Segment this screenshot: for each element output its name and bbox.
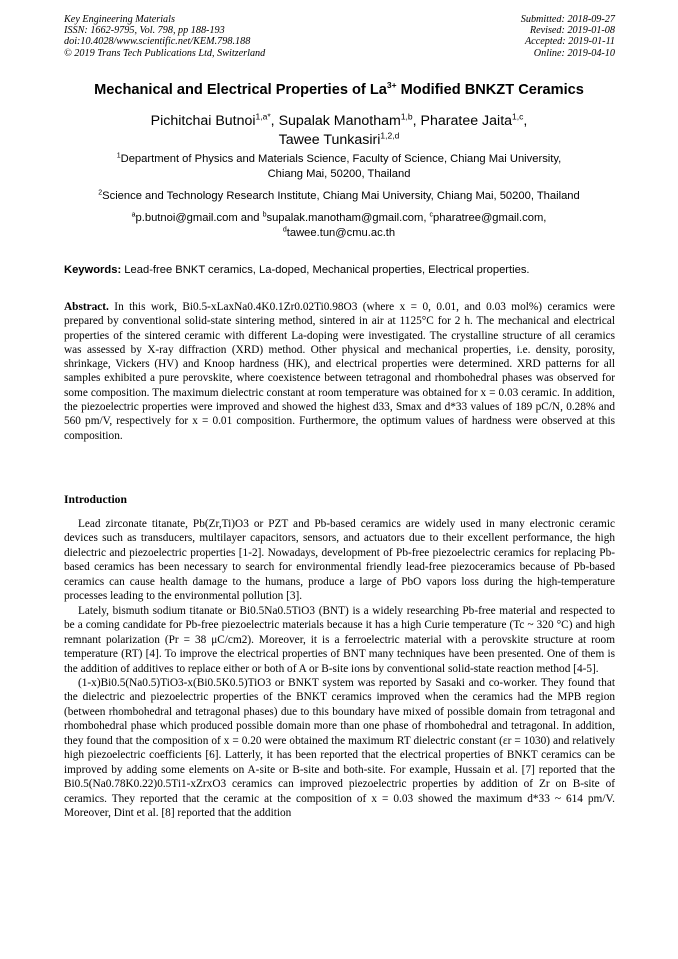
introduction-body: [64, 517, 615, 821]
keywords-text: Lead-free BNKT ceramics, La-doped, Mechanical properties, Electrical properties.: [121, 264, 530, 276]
author-affiliation-mark: 1,a*: [255, 111, 271, 122]
email-mark: d: [282, 225, 287, 233]
journal-doi: doi:10.4028/www.scientific.net/KEM.798.188: [64, 36, 251, 48]
abstract: [64, 300, 615, 443]
email-link[interactable]: pharatree@gmail.com,: [433, 212, 547, 224]
journal-copyright: © 2019 Trans Tech Publications Ltd, Switzerland: [64, 47, 266, 59]
abstract-label: Abstract.: [64, 301, 109, 313]
author-name: Supalak Manotham: [278, 113, 401, 129]
affiliation-text: Department of Physics and Materials Science, Faculty of Science, Chiang Mai University,: [120, 153, 562, 165]
publication-dates: [521, 14, 615, 59]
journal-info: [64, 14, 265, 59]
paper-title: [40, 82, 638, 98]
keywords: [64, 264, 624, 276]
section-heading: Introduction: [64, 493, 127, 506]
affiliation-1: [60, 152, 618, 181]
author-affiliation-mark: 1,2,d: [380, 129, 400, 140]
date-revised: Revised: 2019-01-08: [529, 25, 615, 37]
email-link[interactable]: supalak.manotham@gmail.com,: [266, 212, 427, 224]
abstract-text: In this work, Bi0.5-xLaxNa0.4K0.1Zr0.02Ti0.98O3 (where x = 0, 0.01, and 0.03 mol%) ceramics were prepared by conventional solid-state sintering method, sintered in air at 1125°C for 2 h. The mechanical and electrical properties of the sintered ceramic with different La-doping were investigated. The crystalline structure of all ceramics was assessed by X-ray diffraction (XRD) method. Other physical and mechanical properties, i.e. density, porosity, shrinkage, Vickers (HV) and Knoop hardness (HK), and electrical properties were determined. XRD patterns for all samples exhibited a pure perovskite, where coexistence between tetragonal and rhombohedral phases was observed for some composition. The maximum dielectric constant at room temperature was obtained for x = 0.03 ceramic. In addition, the piezoelectric properties were improved and showed the highest d33, Smax and d*33 values of 189 pC/N, 0.28% and 560 pm/V, respectively for x = 0.01 composition. Furthermore, the optimum values of hardness were observed at this composition.: [64, 301, 615, 442]
author-name: Pharatee Jaita: [420, 113, 513, 129]
title-text: Mechanical and Electrical Properties of La: [94, 82, 387, 98]
paragraph: Lead zirconate titanate, Pb(Zr,Ti)O3 or PZT and Pb-based ceramics are widely used in many electronic ceramic devices such as transducers, multilayer capacitors, sensors, and actuators due to their excellent performance, the high dielectric and piezoelectric properties [1-2]. Nowadays, development of Pb-free piezoelectric ceramics for replacing Pb-based ceramics has been necessary to search for environmental friendly lead-free piezoceramics because of Pb-based ceramics can cause health damage to the humans, produce a large of PbO vapors loss during the high-temperature processes leading to the environmental pollution [3].: [64, 518, 615, 603]
date-submitted: Submitted: 2018-09-27: [520, 14, 615, 25]
author-emails: [60, 211, 618, 240]
journal-name: Key Engineering Materials: [64, 14, 175, 25]
author-affiliation-mark: 1,b: [400, 111, 413, 122]
paragraph: (1-x)Bi0.5(Na0.5)TiO3-x(Bi0.5K0.5)TiO3 or BNKT system was reported by Sasaki and co-worker. They found that the dielectric and piezoelectric properties of the BNKT ceramics improved when the ceramics had the MPB region (between rhombohedral and tetragonal phases) due to this boundary have mixed of possible domain from tetragonal and rhombohedral phase which produced possible domain more than one phase of rhombohedral and tetragonal. In addition, they found that the composition of x = 0.20 were obtained the maximum RT dielectric constant (εr = 1030) and relatively high piezoelectric coefficients [6]. Latterly, it has been reported that the electrical properties of BNKT ceramics can be improved by adding some elements on A-site or B-site and both-site. For example, Hussain et al. [7] reported that the Bi0.5(Na0.78K0.22)0.5Ti1-xZrxO3 ceramics can improved piezoelectric properties by addition of Zr on B-site of ceramics. They reported that the ceramic at the composition of x = 0.03 showed the maximum d*33 ~ 614 pm/V. Moreover, Dint et al. [8] reported that the addition: [64, 676, 615, 820]
keywords-label: Keywords:: [64, 264, 122, 276]
email-mark: c: [429, 211, 434, 219]
title-text-end: Modified BNKZT Ceramics: [396, 82, 584, 98]
email-mark: b: [262, 211, 267, 219]
email-link[interactable]: p.butnoi@gmail.com: [135, 212, 238, 224]
paragraph: Lately, bismuth sodium titanate or Bi0.5Na0.5TiO3 (BNT) is a widely researching Pb-free material and respected to be a coming candidate for Pb-free piezoelectric materials because it has a high Curie temperature (Tc ~ 320 °C) and high remnant polarization (Pr = 38 μC/cm2). Moreover, it is a ferroelectric material with a perovskite structure at room temperature (RT) [4]. To improve the electrical properties of BNT many techniques have been presented. One of them is the addition of additives to replace either or both of A or B-site ions by conventional solid-state reaction method [4-5].: [64, 604, 615, 675]
title-superscript: 3+: [386, 80, 397, 91]
author-affiliation-mark: 1,c: [512, 111, 524, 122]
email-link[interactable]: tawee.tun@cmu.ac.th: [286, 226, 396, 239]
affiliation-text: Chiang Mai, 50200, Thailand: [267, 167, 411, 180]
email-mark: a: [131, 211, 136, 219]
affiliation-text: Science and Technology Research Institute, Chiang Mai University, Chiang Mai, 50200, Thailand: [102, 190, 580, 202]
affiliation-2: [60, 189, 618, 204]
date-online: Online: 2019-04-10: [533, 47, 615, 59]
author-name: Tawee Tunkasiri: [278, 131, 381, 148]
email-separator: and: [237, 212, 263, 224]
date-accepted: Accepted: 2019-01-11: [524, 36, 615, 48]
author-list: Pichitchai Butnoi$^{1,a*}$, Supalak Manotham$^{1,b}$, Pharatee Jaita$^{1,c}$, Tawee Tunkasiri$^{1,2,d}$: [150, 111, 528, 148]
affiliation-mark: 1: [116, 152, 121, 160]
affiliation-mark: 2: [98, 189, 103, 197]
journal-issn: ISSN: 1662-9795, Vol. 798, pp 188-193: [64, 25, 225, 37]
author-name: Pichitchai Butnoi: [150, 113, 256, 129]
